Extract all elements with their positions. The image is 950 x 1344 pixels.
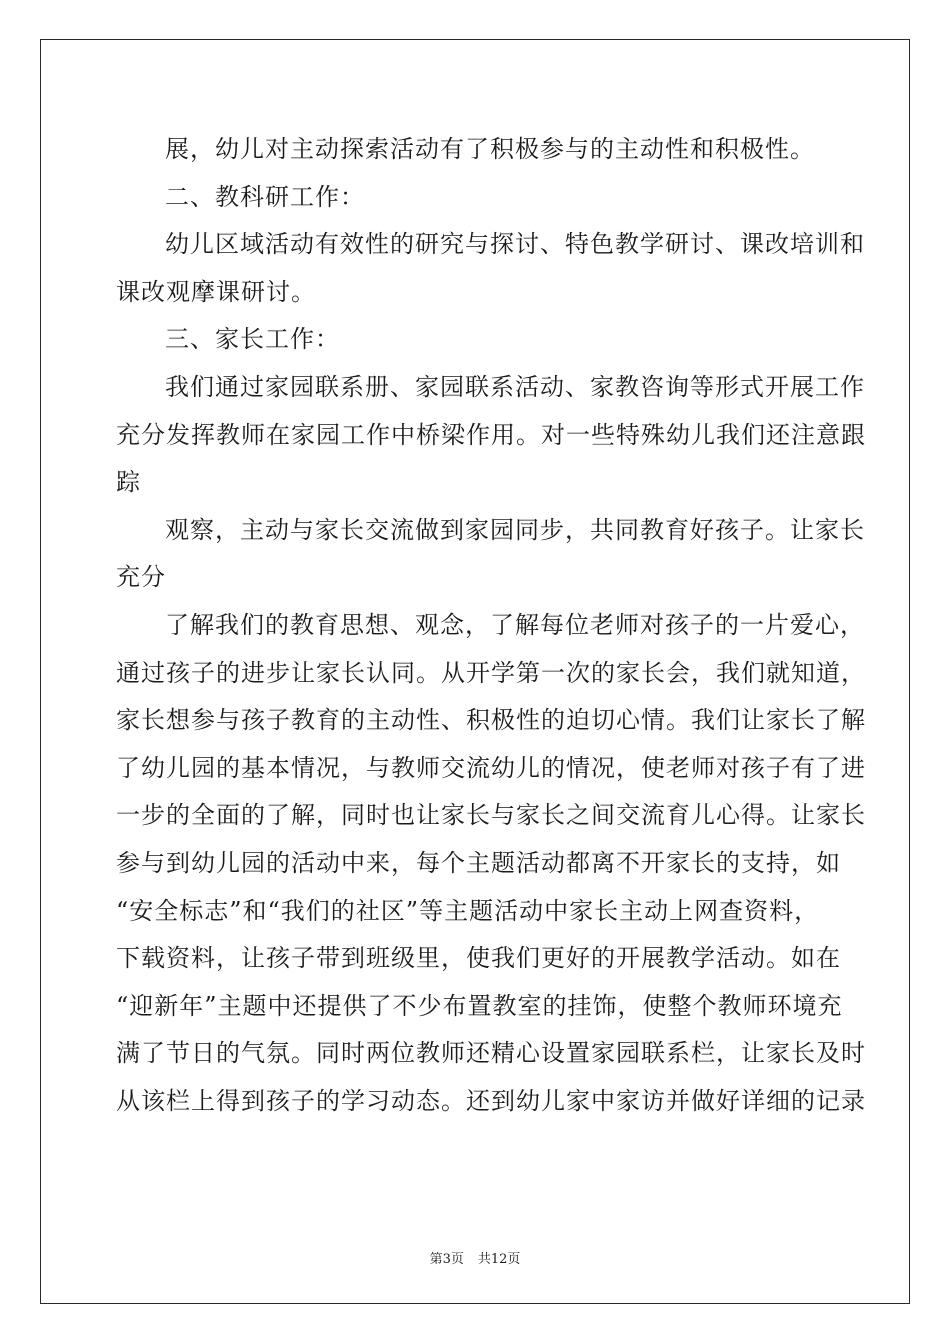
- text-line: 幼儿区域活动有效性的研究与探讨、特色教学研讨、课改培训和: [165, 230, 865, 259]
- text-line: 通过孩子的进步让家长认同。从开学第一次的家长会，我们就知道，: [116, 658, 866, 687]
- text-line: 下载资料，让孩子带到班级里，使我们更好的开展教学活动。如在: [116, 944, 841, 973]
- page-footer: [0, 1248, 950, 1267]
- text-line: 二、教科研工作：: [165, 182, 365, 211]
- text-line: 从该栏上得到孩子的学习动态。还到幼儿家中家访并做好详细的记录: [116, 1086, 866, 1115]
- text-line: 课改观摩课研讨。: [116, 277, 316, 306]
- text-line: 满了节日的气氛。同时两位教师还精心设置家园联系栏，让家长及时: [116, 1039, 866, 1068]
- text-line: 充分: [116, 563, 166, 592]
- text-line: 了解我们的教育思想、观念，了解每位老师对孩子的一片爱心，: [165, 610, 865, 639]
- text-line: 展，幼儿对主动探索活动有了积极参与的主动性和积极性。: [165, 135, 815, 163]
- text-line: 家长想参与孩子教育的主动性、积极性的迫切心情。我们让家长了解: [116, 706, 866, 735]
- text-line: “迎新年”主题中还提供了不少布置教室的挂饰，使整个教师环境充: [116, 991, 843, 1020]
- page-total: 共12页: [477, 1252, 521, 1267]
- text-line: 参与到幼儿园的活动中来，每个主题活动都离不开家长的支持，如: [116, 848, 841, 877]
- text-line: 一步的全面的了解，同时也让家长与家长之间交流育儿心得。让家长: [116, 801, 866, 830]
- text-line: 我们通过家园联系册、家园联系活动、家教咨询等形式开展工作: [165, 372, 865, 401]
- text-line: “安全标志”和“我们的社区”等主题活动中家长主动上网查资料，: [116, 896, 820, 925]
- text-line: 充分发挥教师在家园工作中桥梁作用。对一些特殊幼儿我们还注意跟: [116, 420, 866, 449]
- text-line: 观察，主动与家长交流做到家园同步，共同教育好孩子。让家长: [165, 515, 865, 544]
- text-line: 三、家长工作：: [165, 325, 340, 354]
- text-line: 踪: [116, 468, 141, 497]
- document-body: [116, 126, 866, 1125]
- text-line: 了幼儿园的基本情况，与教师交流幼儿的情况，使老师对孩子有了进: [116, 753, 866, 782]
- page-number: 第3页: [429, 1252, 464, 1267]
